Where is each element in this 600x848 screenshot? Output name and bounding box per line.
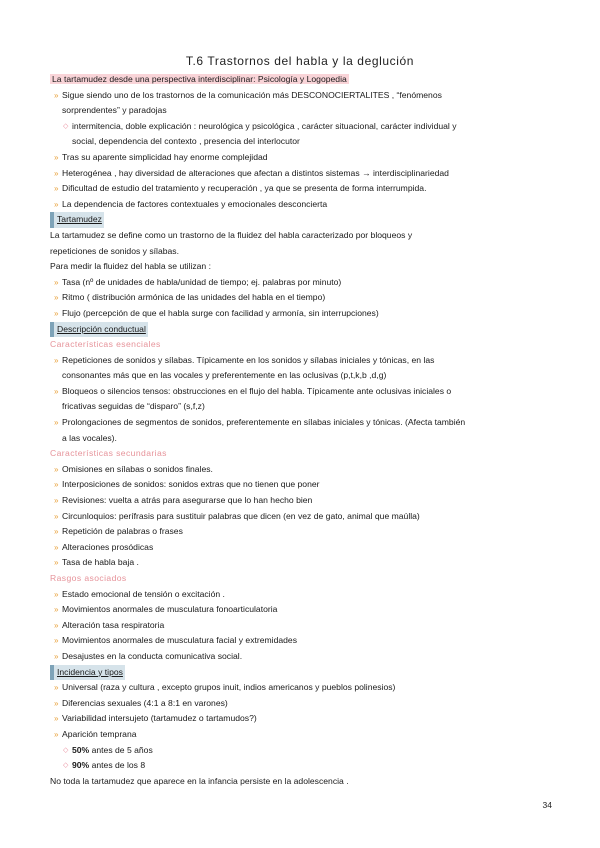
- list-item-cont: sorprendentes” y paradojas: [62, 105, 167, 116]
- list-item: » Movimientos anormales de musculatura fonoarticulatoria: [50, 602, 560, 618]
- list-item: » Tasa de habla baja .: [50, 555, 560, 571]
- subheading-esenciales: Características esenciales: [50, 339, 161, 350]
- list-item: » Aparición temprana: [50, 727, 560, 743]
- sub-list-item-cont: social, dependencia del contexto , presencia del interlocutor: [72, 136, 300, 147]
- list-item-cont: consonantes más que en las vocales y preferentemente en las oclusivas (p,t,k,b ,d,g): [62, 370, 387, 381]
- list-item: » Revisiones: vuelta a atrás para asegurarse que lo han hecho bien: [50, 493, 560, 509]
- list-item: » Variabilidad intersujeto (tartamudez o tartamudos?): [50, 711, 560, 727]
- list-item: » Movimientos anormales de musculatura facial y extremidades: [50, 633, 560, 649]
- sub-list-item: [50, 758, 560, 774]
- definition-line: La tartamudez se define como un trastorno de la fluidez del habla caracterizado por bloqueos y: [50, 229, 413, 240]
- list-item: » Dificultad de estudio del tratamiento y recuperación , ya que se presenta de forma interrumpida.: [50, 181, 560, 197]
- page-number: 34: [542, 800, 552, 810]
- list-item: » Omisiones en sílabas o sonidos finales.: [50, 462, 560, 478]
- page-title: T.6 Trastornos del habla y la deglución: [185, 54, 415, 68]
- list-item: » Repetición de palabras o frases: [50, 524, 560, 540]
- list-item: » Ritmo ( distribución armónica de las unidades del habla en el tiempo): [50, 290, 560, 306]
- list-item: » Alteraciones prosódicas: [50, 540, 560, 556]
- sub-list-item: [50, 743, 560, 759]
- list-item: » Circunloquios: perífrasis para sustituir palabras que dicen (en vez de gato, animal que maúlla): [50, 509, 560, 525]
- section-heading-tartamudez: Tartamudez: [50, 212, 104, 228]
- subheading-rasgos: Rasgos asociados: [50, 573, 127, 583]
- list-item: » Diferencias sexuales (4:1 a 8:1 en varones): [50, 696, 560, 712]
- list-item-cont: fricativas seguidas de “disparo” (s,f,z): [62, 401, 205, 412]
- list-item: » Tras su aparente simplicidad hay enorme complejidad: [50, 150, 560, 166]
- list-item: » Alteración tasa respiratoria: [50, 618, 560, 634]
- list-item: » Repeticiones de sonidos y sílabas. Típicamente en los sonidos y sílabas iniciales y tónicas, en las: [50, 353, 560, 369]
- list-item: » La dependencia de factores contextuales y emocionales desconcierta: [50, 197, 560, 213]
- list-item: » Desajustes en la conducta comunicativa social.: [50, 649, 560, 665]
- list-item: » Sigue siendo uno de los trastornos de la comunicación más DESCONOCIERTALITES , “fenómenos: [50, 88, 560, 104]
- list-item-cont: a las vocales).: [62, 432, 117, 443]
- definition-line: repeticiones de sonidos y sílabas.: [50, 245, 179, 256]
- list-item: » Bloqueos o silencios tensos: obstrucciones en el flujo del habla. Típicamente ante oclusivas iniciales o: [50, 384, 560, 400]
- percent-value: 50%: [72, 744, 90, 755]
- sub-list-item: ◇ intermitencia, doble explicación : neurológica y psicológica , carácter situacional, carácter individual y: [50, 119, 560, 135]
- list-item: » Prolongaciones de segmentos de sonidos, preferentemente en sílabas iniciales y tónicas. (Afecta también: [50, 415, 560, 431]
- page-content: [50, 72, 560, 789]
- list-item: » Tasa (nº de unidades de habla/unidad de tiempo; ej. palabras por minuto): [50, 275, 560, 291]
- list-item: » Flujo (percepción de que el habla surge con facilidad y armonía, sin interrupciones): [50, 306, 560, 322]
- percent-value: 90%: [72, 760, 90, 771]
- subheading-secundarias: Características secundarias: [50, 448, 167, 459]
- sub-list-text: antes de 5 años: [89, 744, 153, 755]
- list-item: » Universal (raza y cultura , excepto grupos inuit, indios americanos y pueblos polinesios): [50, 680, 560, 696]
- sub-list-text: antes de los 8: [89, 760, 146, 771]
- list-item: » Interposiciones de sonidos: sonidos extras que no tienen que poner: [50, 477, 560, 493]
- definition-line: Para medir la fluidez del habla se utilizan :: [50, 261, 211, 272]
- section-heading-descripcion: Descripción conductual: [50, 322, 148, 338]
- list-item: » Estado emocional de tensión o excitación .: [50, 587, 560, 603]
- section-heading-incidencia: Incidencia y tipos: [50, 665, 125, 681]
- intro-heading: La tartamudez desde una perspectiva interdisciplinar: Psicología y Logopedia: [52, 74, 347, 84]
- list-item: » Heterogénea , hay diversidad de alteraciones que afectan a distintos sistemas → interdisciplinariedad: [50, 166, 560, 182]
- closing-line: No toda la tartamudez que aparece en la infancia persiste en la adolescencia .: [50, 775, 349, 786]
